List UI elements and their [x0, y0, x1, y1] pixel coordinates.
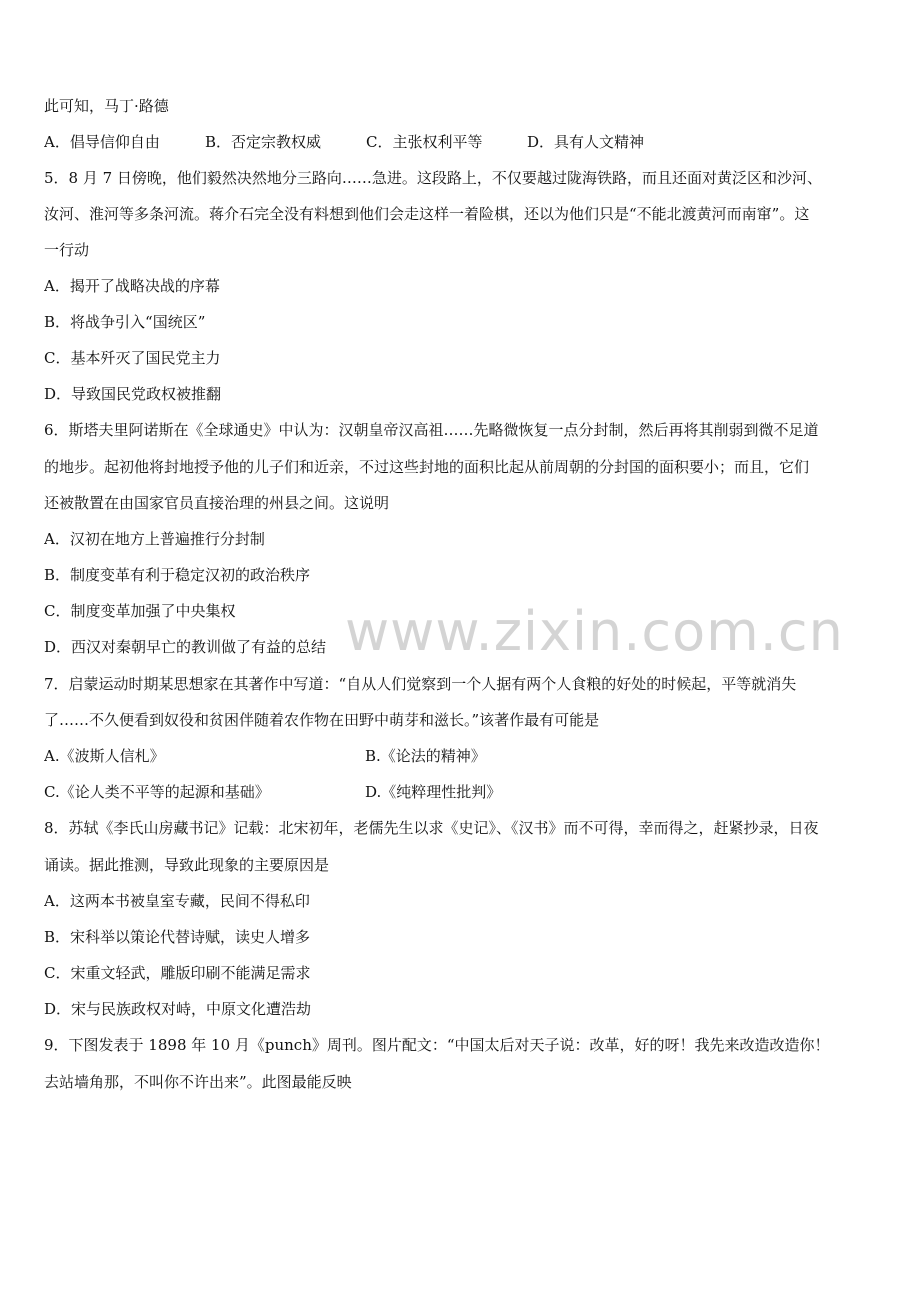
q7-stem-line-1: 7．启蒙运动时期某思想家在其著作中写道：“自从人们觉察到一个人据有两个人食粮的好处的时候起，平等就消失	[44, 675, 797, 693]
q4-option-b[interactable]: B．否定宗教权威	[205, 133, 322, 151]
q7-options-row-2	[44, 782, 884, 802]
q6-option-c[interactable]: C．制度变革加强了中央集权	[44, 602, 236, 620]
q5-stem-line-3: 一行动	[44, 241, 90, 259]
q6-stem-line-1: 6．斯塔夫里阿诺斯在《全球通史》中认为：汉朝皇帝汉高祖……先略微恢复一点分封制，然后再将其削弱到微不足道	[44, 421, 819, 439]
q5-stem-line-1: 5．8 月 7 日傍晚，他们毅然决然地分三路向……急进。这段路上，不仅要越过陇海铁路，而且还面对黄泛区和沙河、	[44, 169, 822, 187]
q5-option-c[interactable]: C．基本歼灭了国民党主力	[44, 349, 221, 367]
q8-option-b[interactable]: B．宋科举以策论代替诗赋，读史人增多	[44, 928, 311, 946]
q7-option-d[interactable]: D.《纯粹理性批判》	[365, 783, 502, 801]
q5-option-b[interactable]: B．将战争引入“国统区”	[44, 313, 206, 331]
q7-option-b[interactable]: B.《论法的精神》	[365, 747, 486, 765]
q4-stem-tail: 此可知，马丁·路德	[44, 97, 169, 115]
q8-option-a[interactable]: A．这两本书被皇室专藏，民间不得私印	[44, 892, 310, 910]
q6-option-a[interactable]: A．汉初在地方上普遍推行分封制	[44, 530, 265, 548]
q8-stem-line-1: 8．苏轼《李氏山房藏书记》记载：北宋初年，老儒先生以求《史记》、《汉书》而不可得，幸而得之，赶紧抄录，日夜	[44, 819, 819, 837]
q5-option-a[interactable]: A．揭开了战略决战的序幕	[44, 277, 220, 295]
q5-option-d[interactable]: D．导致国民党政权被推翻	[44, 385, 222, 403]
q8-option-d[interactable]: D．宋与民族政权对峙，中原文化遭浩劫	[44, 1000, 312, 1018]
q6-option-b[interactable]: B．制度变革有利于稳定汉初的政治秩序	[44, 566, 311, 584]
q7-option-a[interactable]: A.《波斯人信札》	[44, 747, 165, 765]
q8-stem-line-2: 诵读。据此推测，导致此现象的主要原因是	[44, 856, 330, 874]
q5-stem-line-2: 汝河、淮河等多条河流。蒋介石完全没有料想到他们会走这样一着险棋，还以为他们只是“不能北渡黄河而南窜”。这	[44, 205, 810, 223]
q4-option-a[interactable]: A．倡导信仰自由	[44, 133, 160, 151]
q6-stem-line-2: 的地步。起初他将封地授予他的儿子们和近亲，不过这些封地的面积比起从前周朝的分封国的面积要小；而且，它们	[44, 458, 810, 476]
q4-option-d[interactable]: D．具有人文精神	[527, 133, 645, 151]
q7-options-row-1	[44, 746, 884, 766]
q9-stem-line-1: 9．下图发表于 1898 年 10 月《punch》周刊。图片配文：“中国太后对天子说：改革，好的呀！我先来改造改造你！	[44, 1036, 830, 1054]
q4-option-c[interactable]: C．主张权利平等	[366, 133, 483, 151]
q6-option-d[interactable]: D．西汉对秦朝早亡的教训做了有益的总结	[44, 638, 327, 656]
q4-options	[44, 132, 884, 152]
q9-stem-line-2: 去站墙角那，不叫你不许出来”。此图最能反映	[44, 1073, 352, 1091]
q8-option-c[interactable]: C．宋重文轻武，雕版印刷不能满足需求	[44, 964, 311, 982]
q6-stem-line-3: 还被散置在由国家官员直接治理的州县之间。这说明	[44, 494, 390, 512]
q7-stem-line-2: 了……不久便看到奴役和贫困伴随着农作物在田野中萌芽和滋长。”该著作最有可能是	[44, 711, 600, 729]
watermark: www.zixin.com.cn	[345, 600, 844, 663]
q7-option-c[interactable]: C.《论人类不平等的起源和基础》	[44, 783, 270, 801]
